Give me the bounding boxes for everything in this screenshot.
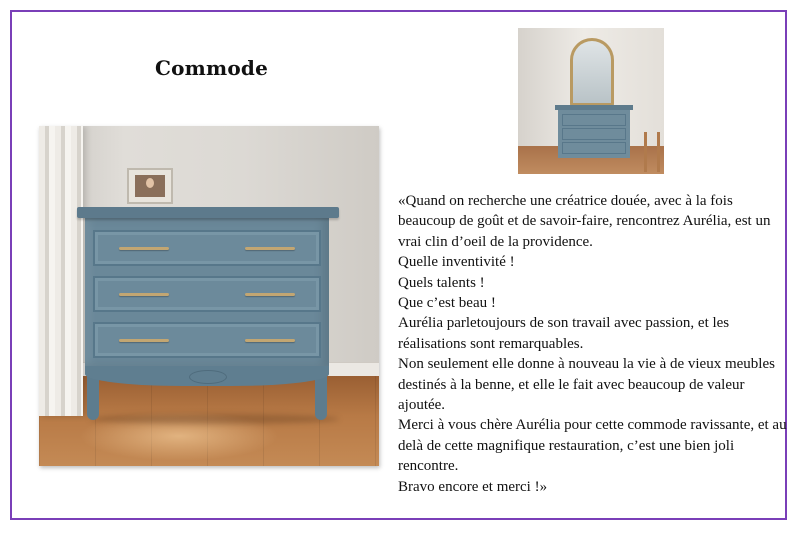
drawer-top xyxy=(93,230,321,266)
chair xyxy=(644,132,660,172)
drawer-middle xyxy=(93,276,321,312)
carving-ornament xyxy=(189,370,227,384)
testimonial-line: Que c’est beau ! xyxy=(398,295,496,312)
drawer-handle xyxy=(245,247,295,250)
testimonial-line: Quels talents ! xyxy=(398,274,485,291)
dresser-small xyxy=(558,108,630,158)
testimonial-line: «Quand on recherche une créatrice douée, avec à la fois beaucoup de goût et de savoir-faire, rencontrez Aurélia, est un vrai clin d’oeil de la providence. xyxy=(398,193,771,250)
photo-frame xyxy=(127,168,173,204)
dresser xyxy=(85,218,329,366)
testimonial-line: Quelle inventivité ! xyxy=(398,254,515,271)
drawer-handle xyxy=(119,247,169,250)
page-title: Commode xyxy=(155,56,269,80)
drawer-bottom xyxy=(93,322,321,358)
drawer-handle xyxy=(245,339,295,342)
testimonial-line: Bravo encore et merci !» xyxy=(398,478,548,495)
testimonial-line: Merci à vous chère Aurélia pour cette commode ravissante, et au delà de cette magnifique restauration, c’est une bien joli rencontre. xyxy=(398,417,787,475)
dresser-mirror-photo xyxy=(518,28,664,174)
curtain xyxy=(39,126,83,416)
mirror xyxy=(570,38,614,106)
drawer-handle xyxy=(119,293,169,296)
drawer-handle xyxy=(245,293,295,296)
testimonial-line: Aurélia parletoujours de son travail avec passion, et les réalisations sont remarquables. xyxy=(398,315,730,352)
testimonial-line: Non seulement elle donne à nouveau la vie à de vieux meubles destinés à la benne, et elle le fait avec beaucoup de valeur ajoutée. xyxy=(398,356,775,414)
drawer-handle xyxy=(119,339,169,342)
testimonial-text xyxy=(398,191,790,497)
dresser-photo xyxy=(39,126,379,466)
